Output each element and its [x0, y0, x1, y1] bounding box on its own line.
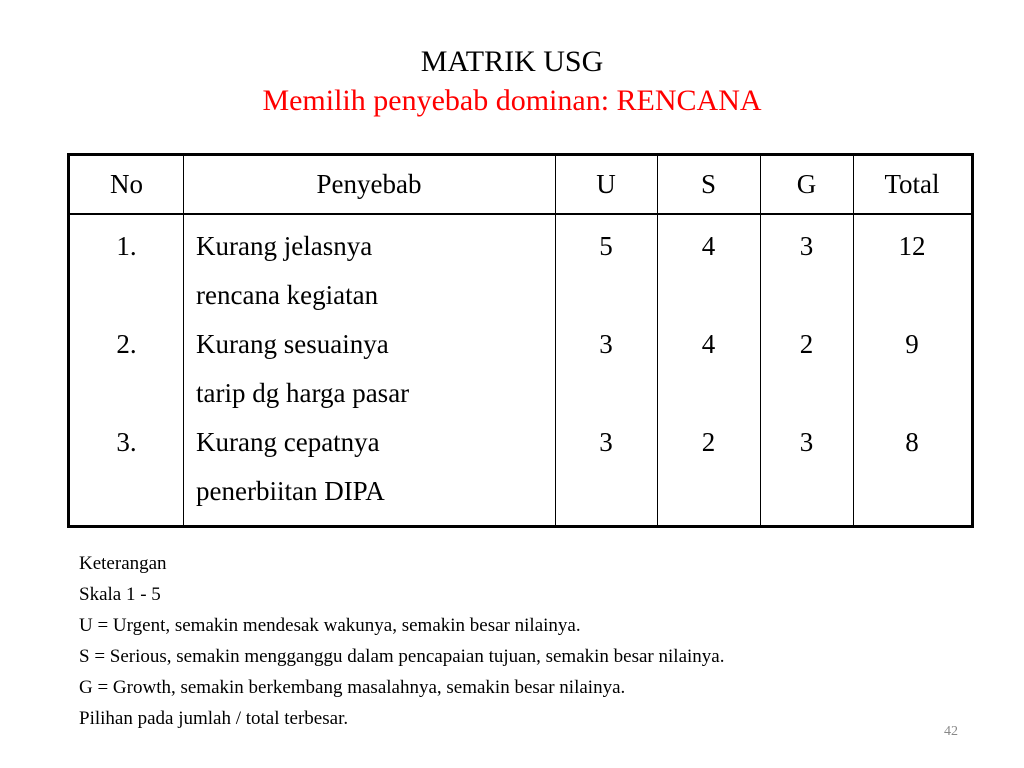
- header-total: Total: [884, 169, 940, 199]
- row-1-penyebab-line2: rencana kegiatan: [196, 280, 379, 310]
- penyebab-column: [196, 222, 551, 516]
- g-column: [760, 222, 853, 467]
- total-column: [853, 222, 971, 467]
- row-2-penyebab-line1: Kurang sesuainya: [196, 329, 389, 359]
- u-column: [555, 222, 657, 467]
- row-2-u: 3: [599, 329, 613, 359]
- row-2-penyebab-line2: tarip dg harga pasar: [196, 378, 410, 408]
- header-s: S: [700, 169, 717, 199]
- row-3-g: 3: [799, 427, 814, 457]
- row-1-no: 1.: [116, 231, 137, 261]
- legend-notes: [79, 548, 724, 734]
- row-1-u: 5: [599, 231, 613, 261]
- slide-subtitle: Memilih penyebab dominan: RENCANA: [262, 84, 762, 117]
- row-1-g: 3: [799, 231, 814, 261]
- row-2-g: 2: [799, 329, 814, 359]
- header-penyebab: Penyebab: [316, 169, 422, 199]
- legend-serious: S = Serious, semakin mengganggu dalam pencapaian tujuan, semakin besar nilainya.: [79, 646, 725, 667]
- row-3-total: 8: [905, 427, 919, 457]
- row-2-s: 4: [701, 329, 716, 359]
- no-column: [70, 222, 183, 467]
- row-3-penyebab-line2: penerbiitan DIPA: [196, 476, 385, 506]
- legend-choice: Pilihan pada jumlah / total terbesar.: [79, 708, 349, 729]
- row-2-total: 9: [905, 329, 919, 359]
- row-3-s: 2: [701, 427, 716, 457]
- row-2-no: 2.: [116, 329, 137, 359]
- header-g: G: [796, 169, 817, 199]
- column-divider: [183, 156, 184, 525]
- legend-heading: Keterangan: [79, 553, 167, 574]
- legend-urgent: U = Urgent, semakin mendesak wakunya, semakin besar nilainya.: [79, 615, 581, 636]
- legend-growth: G = Growth, semakin berkembang masalahnya, semakin besar nilainya.: [79, 677, 626, 698]
- row-3-penyebab-line1: Kurang cepatnya: [196, 427, 380, 457]
- legend-scale: Skala 1 - 5: [79, 584, 161, 605]
- header-divider: [70, 213, 971, 215]
- row-3-no: 3.: [116, 427, 137, 457]
- slide-title: MATRIK USG: [420, 45, 604, 78]
- s-column: [657, 222, 760, 467]
- row-1-total: 12: [898, 231, 926, 261]
- row-3-u: 3: [599, 427, 613, 457]
- header-no: No: [110, 169, 143, 199]
- usg-matrix-table: [67, 153, 974, 528]
- row-1-s: 4: [701, 231, 716, 261]
- row-1-penyebab-line1: Kurang jelasnya: [196, 231, 373, 261]
- page-number: 42: [944, 724, 958, 739]
- header-u: U: [596, 169, 616, 199]
